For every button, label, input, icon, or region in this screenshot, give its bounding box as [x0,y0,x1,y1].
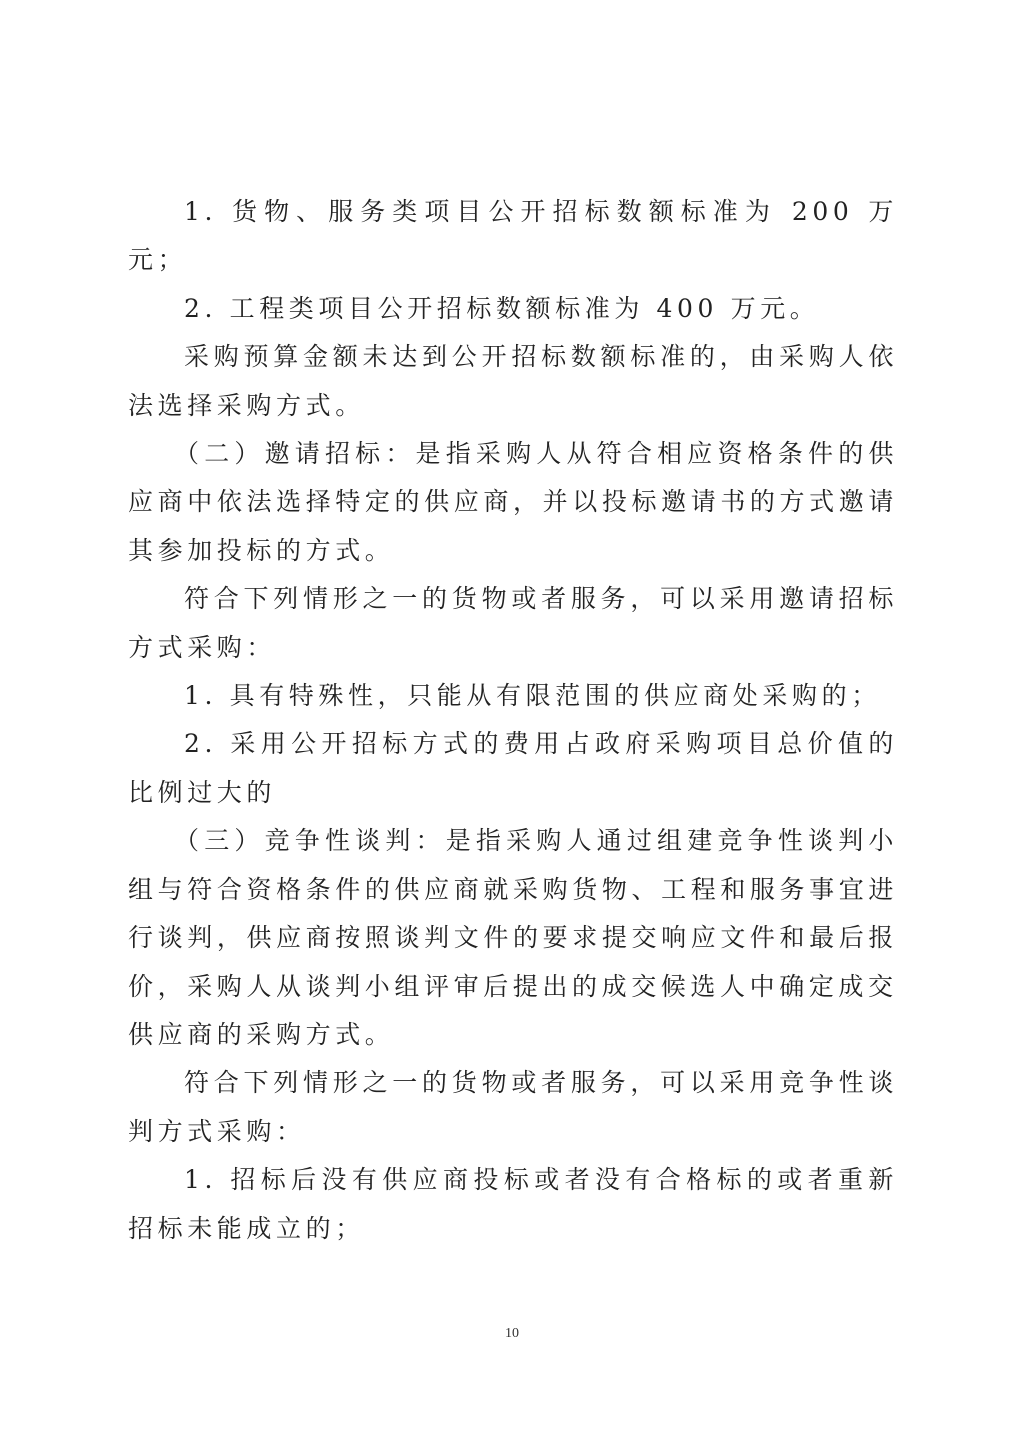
paragraph-invited-tender-conditions: 符合下列情形之一的货物或者服务，可以采用邀请招标方式采购： [128,584,898,662]
paragraph-condition-high-cost: 2. 采用公开招标方式的费用占政府采购项目总价值的比例过大的 [128,729,898,807]
paragraph-engineering-threshold: 2. 工程类项目公开招标数额标准为 400 万元。 [184,293,820,323]
page-number: 10 [505,1326,519,1341]
paragraph-condition-special: 1. 具有特殊性，只能从有限范围的供应商处采购的； [184,681,881,711]
paragraph-below-threshold: 采购预算金额未达到公开招标数额标准的，由采购人依法选择采购方式。 [128,342,898,420]
paragraph-competitive-negotiation-continued: 供应商的采购方式。 [128,1019,395,1049]
document-body [128,188,898,1253]
paragraph-competitive-negotiation-definition: （三）竞争性谈判：是指采购人通过组建竞争性谈判小组与符合资格条件的供应商就采购货物、工程和服务事宜进行谈判，供应商按照谈判文件的要求提交响应文件和最后报价，采购人从谈判小组评审后提出的成交候选人中确定成交 [128,826,898,1001]
paragraph-invited-tender-definition: （二）邀请招标：是指采购人从符合相应资格条件的供应商中依法选择特定的供应商，并以投标邀请书的方式邀请其参加投标的方式。 [128,439,898,565]
paragraph-goods-services-threshold: 1. 货物、服务类项目公开招标数额标准为 200 万元； [128,197,898,275]
paragraph-negotiation-conditions: 符合下列情形之一的货物或者服务，可以采用竞争性谈判方式采购： [128,1068,898,1146]
paragraph-condition-failed-tender: 1. 招标后没有供应商投标或者没有合格标的或者重新招标未能成立的； [128,1165,898,1243]
